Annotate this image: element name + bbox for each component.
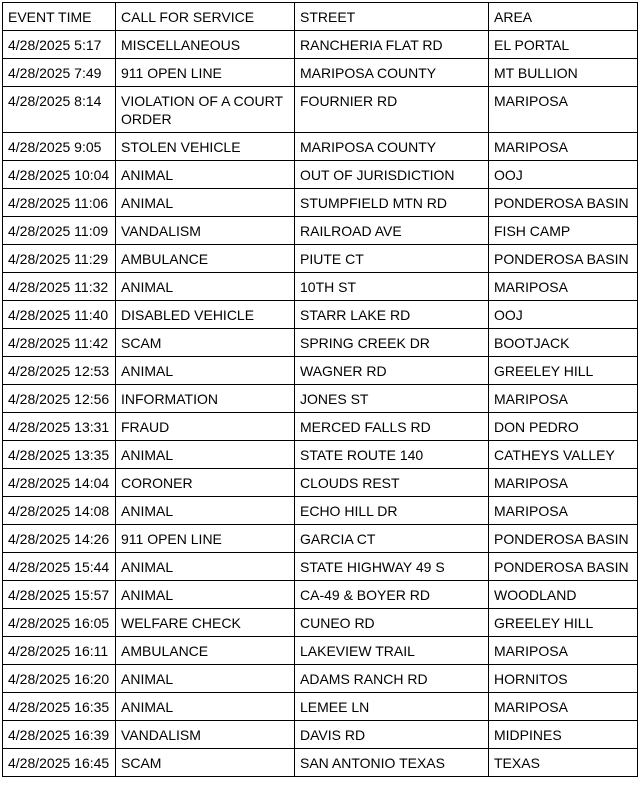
cell-street: JONES ST: [295, 385, 489, 413]
cell-area: PONDEROSA BASIN: [489, 525, 638, 553]
cell-street: DAVIS RD: [295, 721, 489, 749]
cell-event-time: 4/28/2025 14:26: [3, 525, 116, 553]
table-row: [3, 553, 638, 581]
cell-area: GREELEY HILL: [489, 357, 638, 385]
cell-call-for-service: ANIMAL: [116, 665, 295, 693]
cell-call-for-service: 911 OPEN LINE: [116, 59, 295, 87]
cell-street: MERCED FALLS RD: [295, 413, 489, 441]
cell-area: MARIPOSA: [489, 273, 638, 301]
table-row: [3, 31, 638, 59]
cell-call-for-service: INFORMATION: [116, 385, 295, 413]
cell-call-for-service: ANIMAL: [116, 189, 295, 217]
cell-street: OUT OF JURISDICTION: [295, 161, 489, 189]
cell-event-time: 4/28/2025 11:32: [3, 273, 116, 301]
cell-area: WOODLAND: [489, 581, 638, 609]
cell-street: ECHO HILL DR: [295, 497, 489, 525]
cell-call-for-service: STOLEN VEHICLE: [116, 133, 295, 161]
table-row: [3, 413, 638, 441]
cell-call-for-service: SCAM: [116, 329, 295, 357]
cell-area: PONDEROSA BASIN: [489, 189, 638, 217]
cell-area: MIDPINES: [489, 721, 638, 749]
cell-call-for-service: VIOLATION OF A COURT ORDER: [116, 87, 295, 133]
cell-street: CUNEO RD: [295, 609, 489, 637]
cell-event-time: 4/28/2025 16:35: [3, 693, 116, 721]
cell-event-time: 4/28/2025 10:04: [3, 161, 116, 189]
cell-event-time: 4/28/2025 5:17: [3, 31, 116, 59]
cell-call-for-service: MISCELLANEOUS: [116, 31, 295, 59]
cell-street: MARIPOSA COUNTY: [295, 59, 489, 87]
cell-call-for-service: 911 OPEN LINE: [116, 525, 295, 553]
cell-call-for-service: CORONER: [116, 469, 295, 497]
cell-area: BOOTJACK: [489, 329, 638, 357]
cell-event-time: 4/28/2025 8:14: [3, 87, 116, 133]
table-row: [3, 357, 638, 385]
cell-area: EL PORTAL: [489, 31, 638, 59]
cell-street: CA-49 & BOYER RD: [295, 581, 489, 609]
cell-area: CATHEYS VALLEY: [489, 441, 638, 469]
cell-street: LAKEVIEW TRAIL: [295, 637, 489, 665]
cell-call-for-service: ANIMAL: [116, 161, 295, 189]
table-row: [3, 301, 638, 329]
table-row: [3, 581, 638, 609]
cell-street: GARCIA CT: [295, 525, 489, 553]
cell-street: RANCHERIA FLAT RD: [295, 31, 489, 59]
table-row: [3, 385, 638, 413]
cell-event-time: 4/28/2025 11:06: [3, 189, 116, 217]
cell-call-for-service: AMBULANCE: [116, 637, 295, 665]
cell-area: PONDEROSA BASIN: [489, 553, 638, 581]
cell-event-time: 4/28/2025 11:40: [3, 301, 116, 329]
cell-call-for-service: AMBULANCE: [116, 245, 295, 273]
cell-area: MARIPOSA: [489, 469, 638, 497]
cell-event-time: 4/28/2025 14:08: [3, 497, 116, 525]
cell-street: RAILROAD AVE: [295, 217, 489, 245]
cell-street: SAN ANTONIO TEXAS: [295, 749, 489, 777]
cell-street: LEMEE LN: [295, 693, 489, 721]
cell-street: 10TH ST: [295, 273, 489, 301]
cell-street: SPRING CREEK DR: [295, 329, 489, 357]
cell-area: MARIPOSA: [489, 385, 638, 413]
cell-event-time: 4/28/2025 9:05: [3, 133, 116, 161]
cell-street: ADAMS RANCH RD: [295, 665, 489, 693]
table-row: [3, 59, 638, 87]
cell-area: MARIPOSA: [489, 637, 638, 665]
cell-street: MARIPOSA COUNTY: [295, 133, 489, 161]
cell-event-time: 4/28/2025 16:39: [3, 721, 116, 749]
table-row: [3, 329, 638, 357]
cell-call-for-service: SCAM: [116, 749, 295, 777]
table-row: [3, 609, 638, 637]
table-row: [3, 245, 638, 273]
cell-event-time: 4/28/2025 16:20: [3, 665, 116, 693]
cell-call-for-service: WELFARE CHECK: [116, 609, 295, 637]
header-event-time: EVENT TIME: [3, 3, 116, 31]
cell-event-time: 4/28/2025 11:09: [3, 217, 116, 245]
cell-call-for-service: VANDALISM: [116, 721, 295, 749]
cell-area: GREELEY HILL: [489, 609, 638, 637]
cell-event-time: 4/28/2025 16:05: [3, 609, 116, 637]
cell-call-for-service: ANIMAL: [116, 693, 295, 721]
call-log-table: [2, 2, 638, 777]
cell-area: MT BULLION: [489, 59, 638, 87]
table-row: [3, 637, 638, 665]
table-row: [3, 469, 638, 497]
cell-area: FISH CAMP: [489, 217, 638, 245]
cell-call-for-service: FRAUD: [116, 413, 295, 441]
table-row: [3, 273, 638, 301]
cell-event-time: 4/28/2025 11:42: [3, 329, 116, 357]
table-row: [3, 87, 638, 133]
table-row: [3, 189, 638, 217]
cell-area: TEXAS: [489, 749, 638, 777]
cell-area: MARIPOSA: [489, 133, 638, 161]
table-row: [3, 525, 638, 553]
header-area: AREA: [489, 3, 638, 31]
table-row: [3, 441, 638, 469]
table-row: [3, 497, 638, 525]
cell-area: DON PEDRO: [489, 413, 638, 441]
table-row: [3, 693, 638, 721]
cell-event-time: 4/28/2025 16:11: [3, 637, 116, 665]
cell-event-time: 4/28/2025 15:57: [3, 581, 116, 609]
cell-street: STATE HIGHWAY 49 S: [295, 553, 489, 581]
cell-street: CLOUDS REST: [295, 469, 489, 497]
cell-event-time: 4/28/2025 12:56: [3, 385, 116, 413]
cell-street: FOURNIER RD: [295, 87, 489, 133]
table-row: [3, 217, 638, 245]
cell-event-time: 4/28/2025 13:35: [3, 441, 116, 469]
cell-call-for-service: ANIMAL: [116, 553, 295, 581]
cell-area: OOJ: [489, 161, 638, 189]
table-row: [3, 721, 638, 749]
cell-call-for-service: DISABLED VEHICLE: [116, 301, 295, 329]
header-call-for-service: CALL FOR SERVICE: [116, 3, 295, 31]
cell-area: MARIPOSA: [489, 693, 638, 721]
header-street: STREET: [295, 3, 489, 31]
cell-event-time: 4/28/2025 11:29: [3, 245, 116, 273]
cell-event-time: 4/28/2025 12:53: [3, 357, 116, 385]
cell-call-for-service: VANDALISM: [116, 217, 295, 245]
cell-street: PIUTE CT: [295, 245, 489, 273]
cell-area: PONDEROSA BASIN: [489, 245, 638, 273]
cell-call-for-service: ANIMAL: [116, 357, 295, 385]
table-row: [3, 665, 638, 693]
cell-call-for-service: ANIMAL: [116, 441, 295, 469]
cell-street: STARR LAKE RD: [295, 301, 489, 329]
cell-event-time: 4/28/2025 16:45: [3, 749, 116, 777]
cell-event-time: 4/28/2025 15:44: [3, 553, 116, 581]
cell-event-time: 4/28/2025 13:31: [3, 413, 116, 441]
cell-event-time: 4/28/2025 14:04: [3, 469, 116, 497]
cell-area: OOJ: [489, 301, 638, 329]
cell-street: STUMPFIELD MTN RD: [295, 189, 489, 217]
cell-call-for-service: ANIMAL: [116, 273, 295, 301]
cell-street: WAGNER RD: [295, 357, 489, 385]
cell-call-for-service: ANIMAL: [116, 497, 295, 525]
table-row: [3, 749, 638, 777]
header-row: [3, 3, 638, 31]
cell-event-time: 4/28/2025 7:49: [3, 59, 116, 87]
cell-call-for-service: ANIMAL: [116, 581, 295, 609]
cell-area: HORNITOS: [489, 665, 638, 693]
cell-area: MARIPOSA: [489, 497, 638, 525]
cell-street: STATE ROUTE 140: [295, 441, 489, 469]
cell-area: MARIPOSA: [489, 87, 638, 133]
table-row: [3, 133, 638, 161]
table-row: [3, 161, 638, 189]
